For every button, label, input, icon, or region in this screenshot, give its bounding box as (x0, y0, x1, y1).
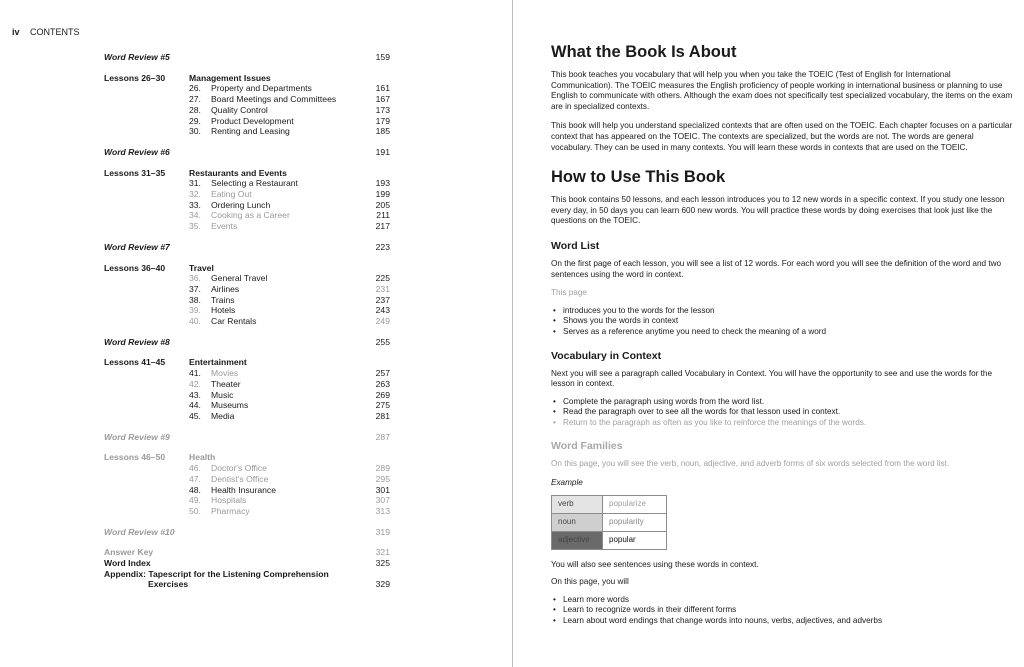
toc-label: Word Review #5 (104, 52, 170, 62)
toc-lesson-35[interactable]: 35. Events 217 (189, 221, 390, 232)
toc-lesson-50[interactable]: 50. Pharmacy 313 (189, 505, 390, 516)
list-item: • Complete the paragraph using words from the word list. (551, 397, 1013, 408)
toc-group-title: Restaurants and Events (189, 167, 287, 178)
word-list-lead: This page (551, 288, 587, 298)
toc-lesson-36[interactable]: 36. General Travel 225 (189, 273, 390, 284)
vocab-context-heading: Vocabulary in Context (551, 349, 662, 362)
table-cell: popularity (603, 513, 667, 531)
toc-group-26-30 (104, 73, 390, 137)
toc-appendix[interactable]: Appendix: Tapescript for the Listening Comprehension Exercises 329 (104, 568, 390, 590)
toc-lesson-32[interactable]: 32. Eating Out 199 (189, 189, 390, 200)
word-family-example-table (551, 495, 667, 550)
about-paragraph-2: This book will help you understand specialized contexts that are often used on the TOEIC. Each chapter focuses on a particular context that has appeared on the TOEIC. The contexts are specialized, but the words are not. The words are general vocabulary. They can be used in many contexts. You will learn these words in contexts that are used on the TOEIC. (551, 121, 1013, 152)
table-row (552, 513, 667, 531)
table-row (552, 495, 667, 513)
word-families-heading: Word Families (551, 440, 623, 453)
toc-group-label: Lessons 46–50 (104, 452, 166, 463)
toc-group-title: Management Issues (189, 72, 271, 83)
word-families-paragraph: On this page, you will see the verb, noun, adjective, and adverb forms of six words selected from the word list. (551, 459, 950, 469)
word-families-bullets (551, 595, 1013, 627)
toc-group-41-45 (104, 357, 390, 421)
toc-lesson-34[interactable]: 34. Cooking as a Career 211 (189, 210, 390, 221)
word-list-paragraph: On the first page of each lesson, you will see a list of 12 words. For each word you will see the definition of the word and two sentences using the word in context. (551, 258, 1002, 279)
toc-lesson-28[interactable]: 28. Quality Control 173 (189, 104, 390, 115)
toc-word-review-6[interactable]: Word Review #6 191 (104, 146, 390, 157)
toc-word-review-7[interactable]: Word Review #7 223 (104, 241, 390, 252)
table-cell: adjective (552, 531, 603, 549)
toc-word-index[interactable]: Word Index 325 (104, 558, 390, 569)
running-head-title: CONTENTS (30, 27, 80, 37)
table-cell: noun (552, 513, 603, 531)
toc-lesson-31[interactable]: 31. Selecting a Restaurant 193 (189, 178, 390, 189)
list-item: • Read the paragraph over to see all the words for that lesson used in context. (551, 407, 1013, 418)
use-paragraph: This book contains 50 lessons, and each lesson introduces you to 12 new words in a specific context. If you study one lesson every day, in 50 days you can learn 600 new words. You will practice these words by doing exercises that look just like the questions on the TOEIC. (551, 195, 1005, 226)
word-families-sentences: You will also see sentences using these words in context. (551, 559, 759, 569)
toc-lesson-43[interactable]: 43. Music 269 (189, 389, 390, 400)
list-item: • Learn more words (551, 595, 1013, 606)
toc-lesson-44[interactable]: 44. Museums 275 (189, 400, 390, 411)
word-families-lead: On this page, you will (551, 577, 629, 587)
folio: iv (12, 27, 20, 37)
toc-lesson-42[interactable]: 42. Theater 263 (189, 378, 390, 389)
table-cell: verb (552, 495, 603, 513)
list-item: • introduces you to the words for the lesson (551, 306, 1013, 317)
list-item: • Return to the paragraph as often as you like to reinforce the meanings of the words. (551, 418, 1013, 429)
right-page (513, 0, 1024, 667)
toc-lesson-40[interactable]: 40. Car Rentals 249 (189, 316, 390, 327)
example-label: Example (551, 478, 583, 488)
toc-lesson-45[interactable]: 45. Media 281 (189, 410, 390, 421)
toc-lesson-26[interactable]: 26. Property and Departments 161 (189, 83, 390, 94)
word-list-bullets (551, 306, 1013, 338)
about-paragraph-1: This book teaches you vocabulary that will help you when you take the TOEIC (Test of English for International Communication). The TOEIC measures the English proficiency of people working in international business or planning to use English to communicate with others. Although the exam does not specifically test specialized vocabulary, the items on the exam are in specialized contexts. (551, 70, 1013, 111)
toc-group-label: Lessons 36–40 (104, 262, 166, 273)
toc-group-label: Lessons 26–30 (104, 72, 166, 83)
toc-group-36-40 (104, 263, 390, 327)
running-head (12, 27, 80, 37)
use-heading: How to Use This Book (551, 168, 726, 187)
list-item: • Learn to recognize words in their different forms (551, 605, 1013, 616)
vocab-context-bullets (551, 397, 1013, 429)
toc-lesson-27[interactable]: 27. Board Meetings and Committees 167 (189, 94, 390, 105)
toc-word-review-9[interactable]: Word Review #9 287 (104, 431, 390, 442)
toc-lesson-39[interactable]: 39. Hotels 243 (189, 305, 390, 316)
toc-lesson-41[interactable]: 41. Movies 257 (189, 368, 390, 379)
toc-lesson-48[interactable]: 48. Health Insurance 301 (189, 484, 390, 495)
toc-word-review-10[interactable]: Word Review #10 319 (104, 526, 390, 537)
toc-lesson-38[interactable]: 38. Trains 237 (189, 294, 390, 305)
toc-lesson-30[interactable]: 30. Renting and Leasing 185 (189, 126, 390, 137)
toc-lesson-49[interactable]: 49. Hospitals 307 (189, 495, 390, 506)
list-item: • Shows you the words in context (551, 316, 1013, 327)
word-list-heading: Word List (551, 239, 600, 252)
toc-lesson-29[interactable]: 29. Product Development 179 (189, 115, 390, 126)
table-cell: popularize (603, 495, 667, 513)
toc-group-label: Lessons 31–35 (104, 167, 166, 178)
toc-word-review-5[interactable] (104, 52, 390, 63)
table-of-contents (104, 52, 390, 590)
about-heading: What the Book Is About (551, 43, 737, 61)
toc-word-review-8[interactable]: Word Review #8 255 (104, 336, 390, 347)
toc-lesson-46[interactable]: 46. Doctor's Office 289 (189, 463, 390, 474)
toc-group-label: Lessons 41–45 (104, 357, 166, 368)
toc-group-title: Travel (189, 262, 214, 273)
toc-group-31-35 (104, 168, 390, 232)
list-item: • Learn about word endings that change words into nouns, verbs, adjectives, and adverbs (551, 616, 1013, 627)
toc-answer-key[interactable]: Answer Key 321 (104, 547, 390, 558)
toc-lesson-33[interactable]: 33. Ordering Lunch 205 (189, 199, 390, 210)
list-item: • Serves as a reference anytime you need to check the meaning of a word (551, 327, 1013, 338)
table-cell: popular (603, 531, 667, 549)
toc-page: 159 (375, 52, 390, 62)
toc-group-title: Health (189, 452, 216, 463)
page-content (551, 42, 1013, 627)
toc-group-46-50 (104, 452, 390, 516)
toc-group-title: Entertainment (189, 357, 247, 368)
toc-lesson-37[interactable]: 37. Airlines 231 (189, 283, 390, 294)
toc-lesson-47[interactable]: 47. Dentist's Office 295 (189, 473, 390, 484)
vocab-context-paragraph: Next you will see a paragraph called Vocabulary in Context. You will have the opportunity to see and use the words for the lesson in context. (551, 368, 993, 389)
table-row (552, 531, 667, 549)
